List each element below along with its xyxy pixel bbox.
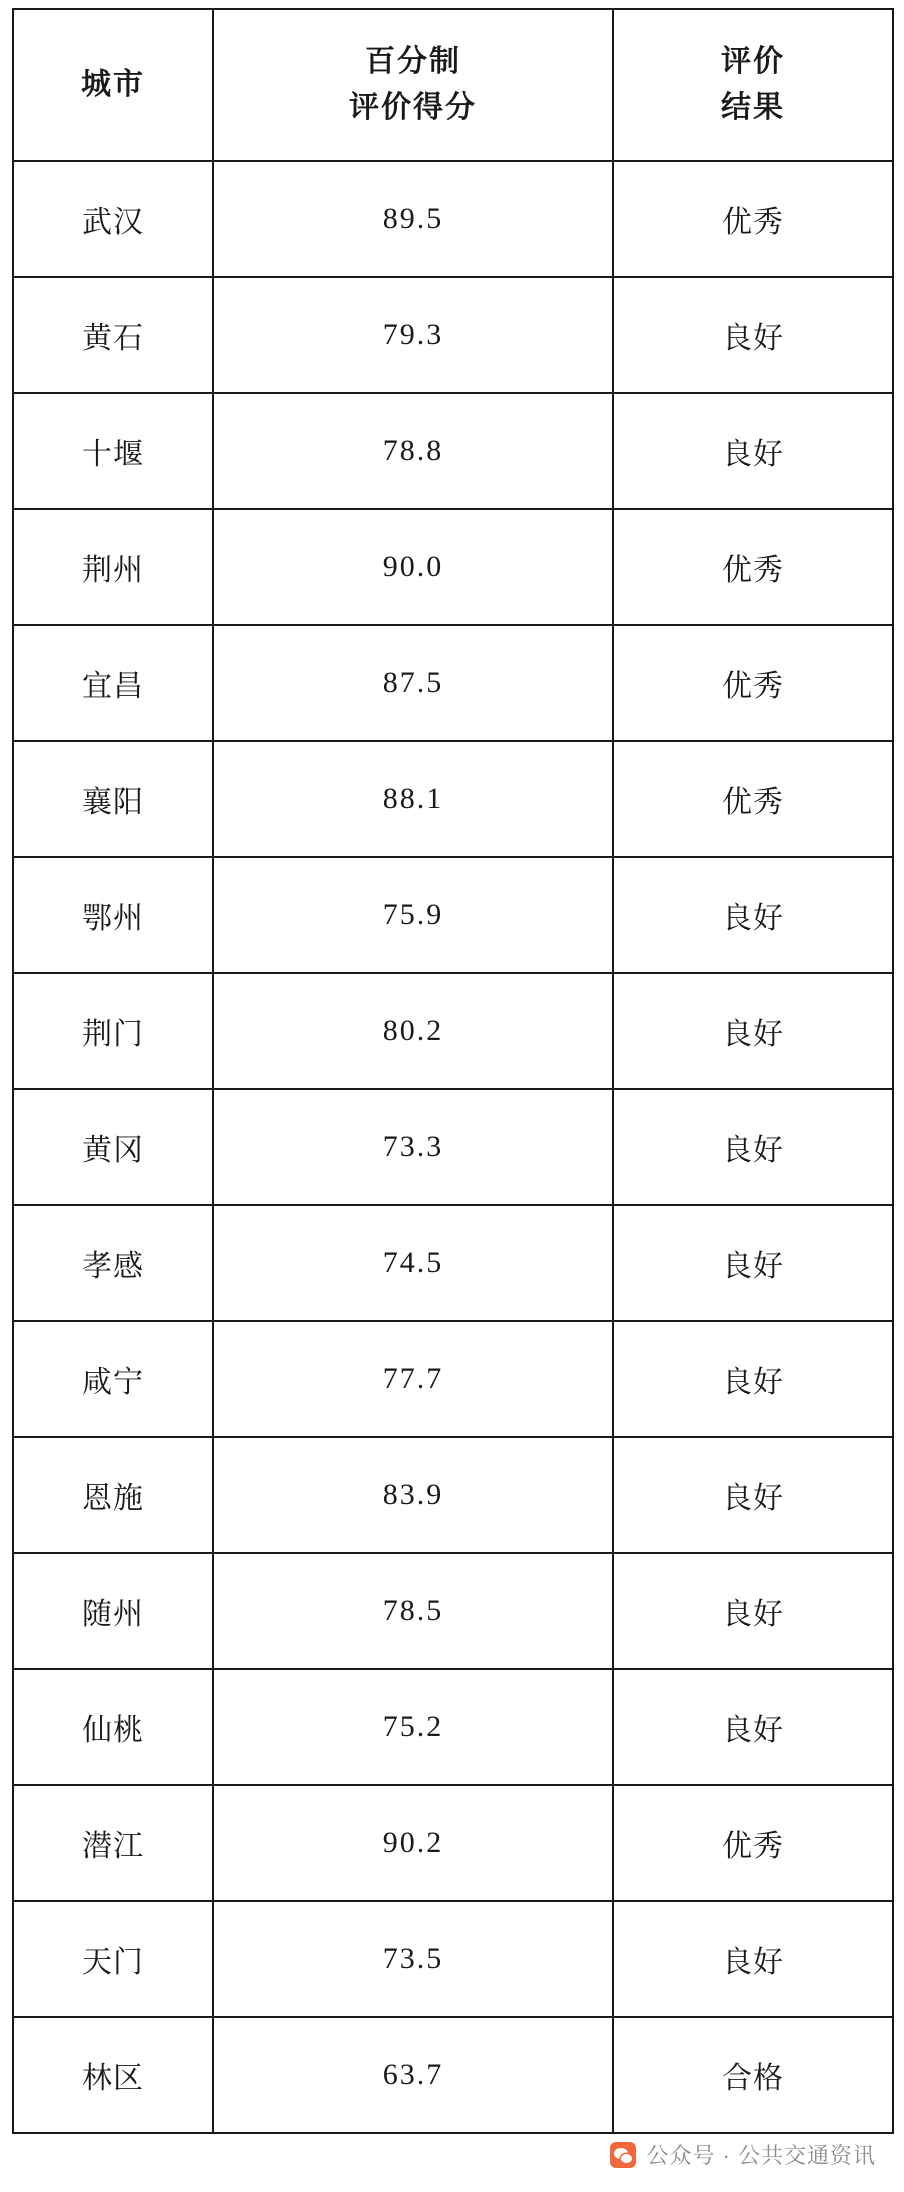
column-header-score-line-2: 评价得分 [349,91,477,124]
cell-city: 武汉 [13,161,213,277]
cell-city: 鄂州 [13,857,213,973]
column-header-score-line-1: 百分制 [365,44,461,78]
cell-city: 恩施 [13,1437,213,1553]
cell-result: 良好 [613,1321,893,1437]
table-row [13,1553,893,1669]
cell-score: 75.9 [213,857,613,973]
cell-city: 襄阳 [13,741,213,857]
table-row [13,1901,893,2017]
cell-city: 黄石 [13,277,213,393]
column-header-result-line-2: 结果 [721,91,785,124]
cell-city: 潜江 [13,1785,213,1901]
column-header-city [13,9,213,161]
cell-city: 荆州 [13,509,213,625]
cell-score: 78.8 [213,393,613,509]
cell-result: 良好 [613,277,893,393]
table-row [13,1205,893,1321]
cell-score: 88.1 [213,741,613,857]
cell-score: 73.5 [213,1901,613,2017]
cell-score: 79.3 [213,277,613,393]
table-row [13,2017,893,2133]
cell-city: 随州 [13,1553,213,1669]
table-row [13,1669,893,1785]
table-row [13,1437,893,1553]
cell-result: 良好 [613,857,893,973]
table-row [13,1321,893,1437]
cell-result: 良好 [613,1437,893,1553]
cell-result: 良好 [613,1205,893,1321]
cell-result: 良好 [613,1089,893,1205]
column-header-score [213,9,613,161]
cell-result: 良好 [613,393,893,509]
table-row [13,741,893,857]
cell-score: 74.5 [213,1205,613,1321]
cell-result: 合格 [613,2017,893,2133]
table-row [13,161,893,277]
wechat-icon [610,2142,636,2168]
cell-result: 优秀 [613,1785,893,1901]
column-header-result-line-1: 评价 [721,44,785,78]
cell-score: 78.5 [213,1553,613,1669]
cell-city: 宜昌 [13,625,213,741]
cell-city: 孝感 [13,1205,213,1321]
cell-score: 90.0 [213,509,613,625]
cell-score: 73.3 [213,1089,613,1205]
cell-result: 优秀 [613,741,893,857]
watermark-footer [610,2139,876,2170]
table-row [13,973,893,1089]
table-row [13,1785,893,1901]
cell-city: 林区 [13,2017,213,2133]
cell-result: 良好 [613,1553,893,1669]
cell-score: 63.7 [213,2017,613,2133]
cell-result: 优秀 [613,625,893,741]
watermark-text: 公众号 · 公共交通资讯 [646,2143,876,2168]
cell-city: 天门 [13,1901,213,2017]
cell-result: 良好 [613,973,893,1089]
table-row [13,277,893,393]
table-row [13,625,893,741]
evaluation-score-table [12,8,894,2134]
cell-score: 77.7 [213,1321,613,1437]
cell-result: 优秀 [613,509,893,625]
cell-result: 优秀 [613,161,893,277]
cell-score: 75.2 [213,1669,613,1785]
cell-city: 黄冈 [13,1089,213,1205]
table-row [13,393,893,509]
table-header [13,9,893,161]
cell-score: 87.5 [213,625,613,741]
table-header-row [13,9,893,161]
table-body [13,161,893,2133]
cell-result: 良好 [613,1669,893,1785]
cell-score: 83.9 [213,1437,613,1553]
cell-score: 90.2 [213,1785,613,1901]
cell-city: 荆门 [13,973,213,1089]
column-header-result [613,9,893,161]
cell-city: 咸宁 [13,1321,213,1437]
table-row [13,1089,893,1205]
table-row [13,509,893,625]
table-row [13,857,893,973]
cell-city: 十堰 [13,393,213,509]
column-header-city-line-1: 城市 [81,67,145,101]
cell-score: 89.5 [213,161,613,277]
cell-score: 80.2 [213,973,613,1089]
cell-city: 仙桃 [13,1669,213,1785]
cell-result: 良好 [613,1901,893,2017]
